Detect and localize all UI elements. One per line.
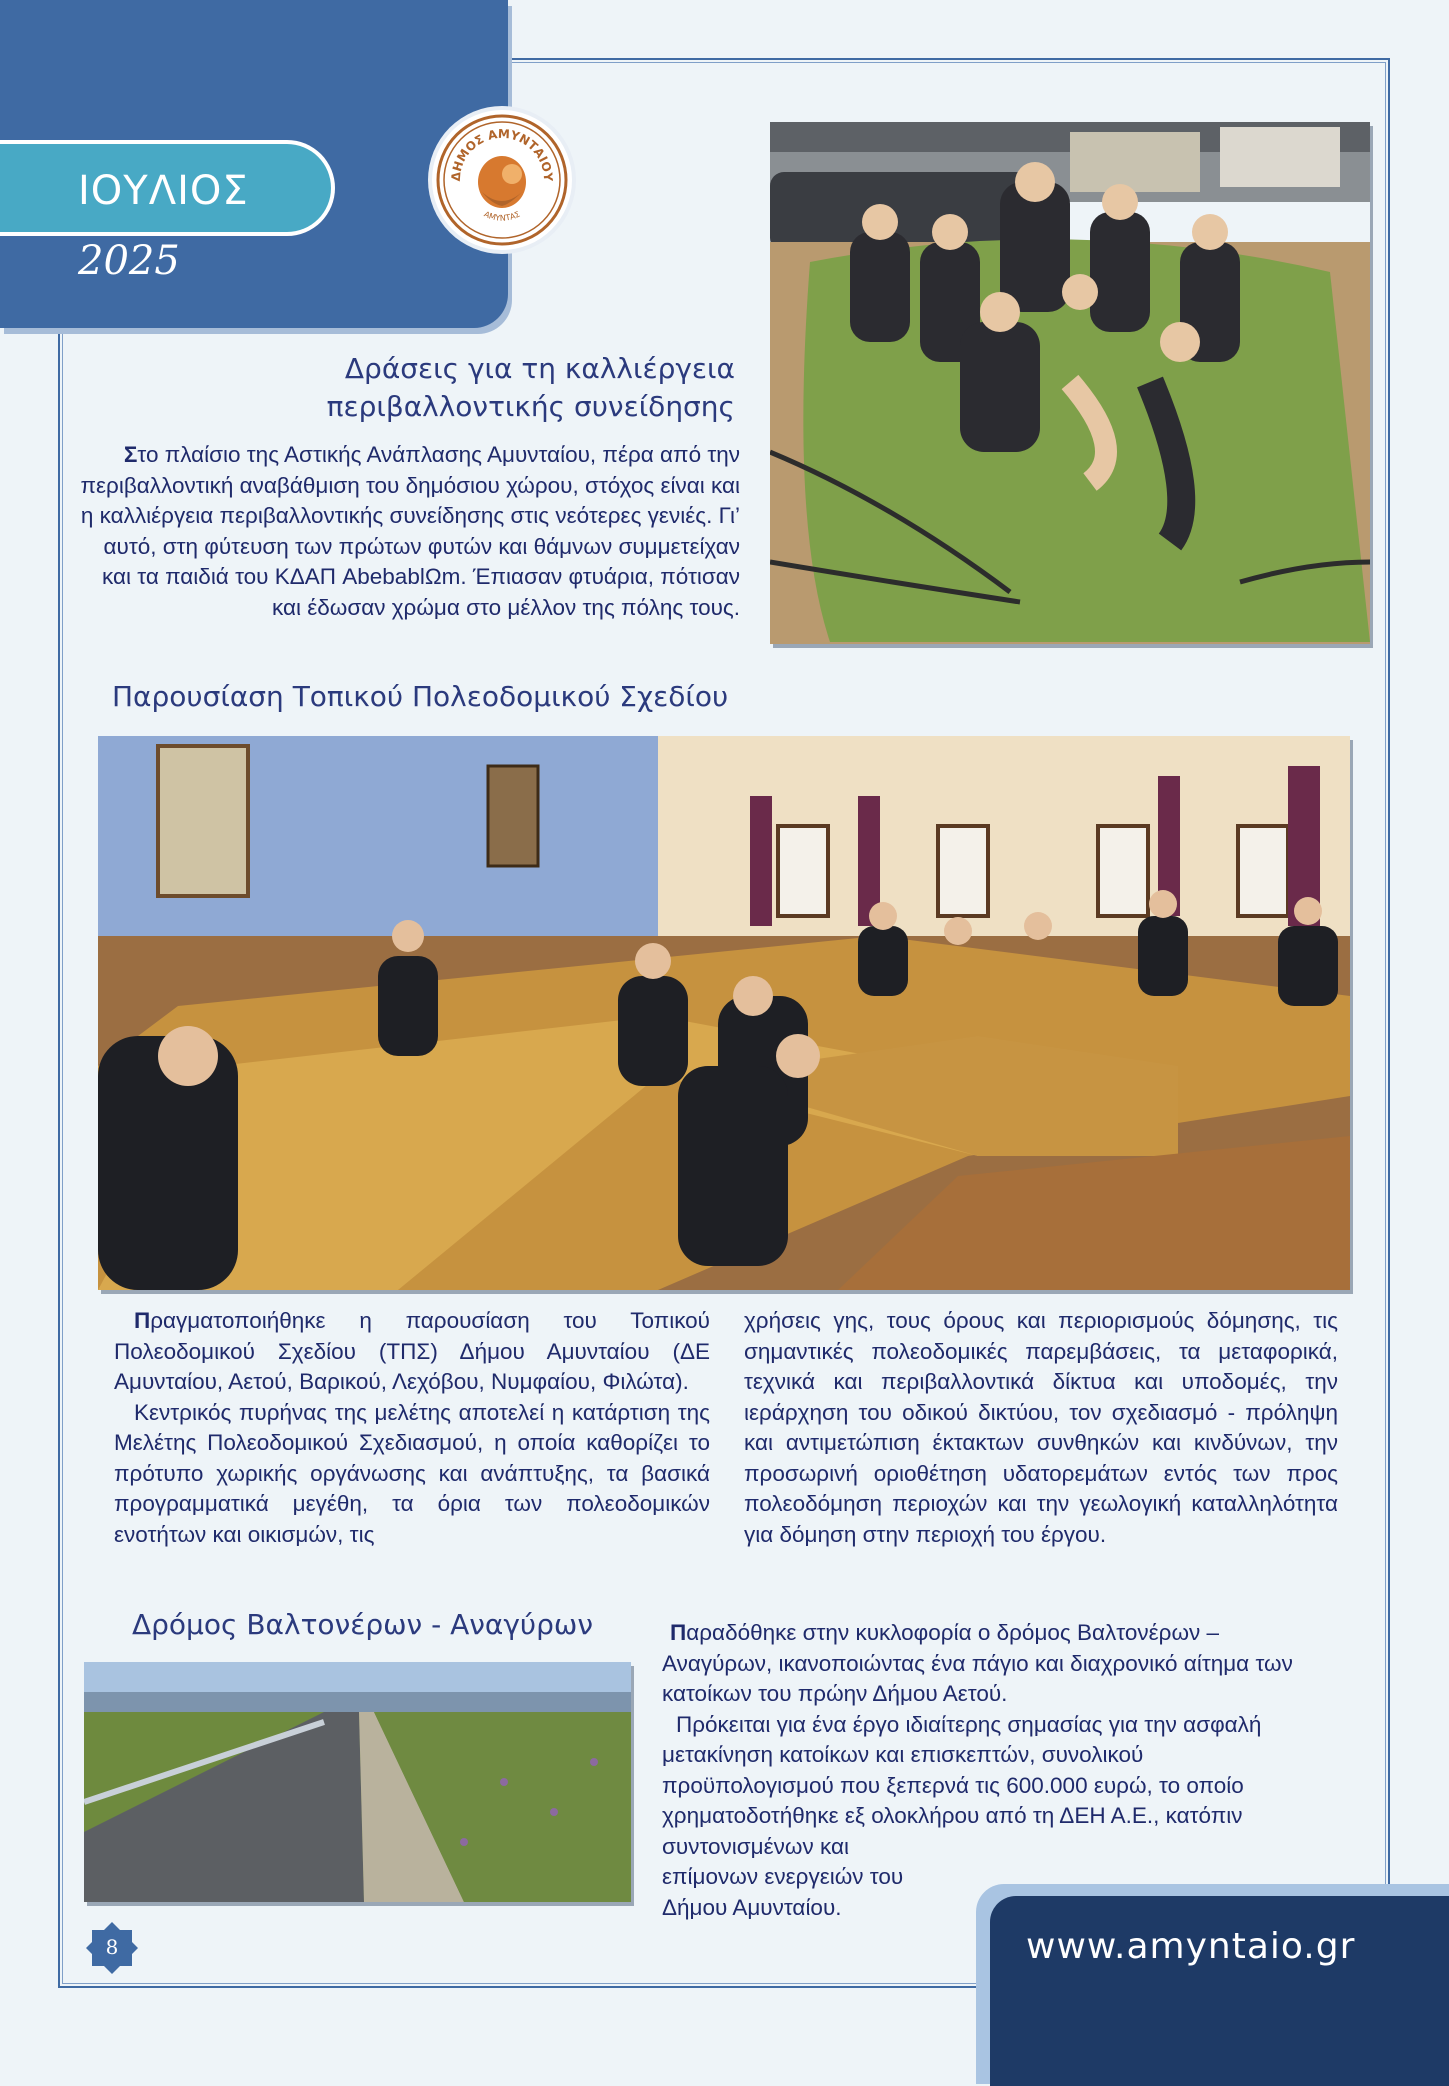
issue-month: ΙΟΥΛΙΟΣ [78,168,249,214]
section3-p1-text: αραδόθηκε στην κυκλοφορία ο δρόμος Βαλτονέρων – Αναγύρων, ικανοποιώντας ένα πάγιο και διαχρονικό αίτημα των κατοίκων του πρώην Δήμου Αετού. [662,1620,1293,1706]
page-number-badge [84,1920,140,1976]
section1-title-line2: περιβαλλοντικής συνείδησης [326,390,735,423]
logo-text-top: ΔΗΜΟΣ ΑΜΥΝΤΑΙΟΥ [448,126,556,182]
section3-dropcap: Π [670,1620,687,1645]
section3-p2-line4: χρηματοδοτήθηκε εξ ολοκλήρου από τη ΔΕΗ Α.Ε., κατόπιν [662,1803,1243,1828]
section3-p2-line5: συντονισμένων και [662,1833,849,1859]
section2-col1-p2: Κεντρικός πυρήνας της μελέτης αποτελεί η κατάρτιση της Μελέτης Πολεοδομικού Σχεδιασμού, η οποία καθορίζει το πρότυπο χωρικής οργάνωσης και ανάπτυξης, τα βασικά προγραμματικά μεγέθη, τα όρια των πολεοδομικών ενοτήτων και οικισμών, τις [114,1399,710,1547]
children-planting-photo [770,122,1370,644]
logo-text-bottom: ΑΜΥΝΤΑΣ [482,209,522,223]
section2-col1-p1-text: ραγματοποιήθηκε η παρουσίαση του Τοπικού Πολεοδομικού Σχεδίου (ΤΠΣ) Δήμου Αμυνταίου (ΔΕ Αμυνταίου, Αετού, Βαρικού, Λεχόβου, Νυμφαίου, Φιλώτα). [114,1308,710,1394]
page-number: 8 [105,1935,119,1959]
council-hall-photo [98,736,1350,1290]
section2-title: Παρουσίαση Τοπικού Πολεοδομικού Σχεδίου [112,680,729,713]
road-photo [84,1662,631,1902]
municipality-logo [432,110,572,250]
section2-column1 [114,1306,710,1550]
section3-p2-line7: Δήμου Αμυνταίου. [662,1894,842,1920]
section1-title-line1: Δράσεις για τη καλλιέργεια [344,352,735,385]
section1-text: το πλαίσιο της Αστικής Ανάπλασης Αμυνταίου, πέρα από την περιβαλλοντική αναβάθμιση του δημόσιου χώρου, στόχος είναι και η καλλιέργεια περιβαλλοντικής συνείδησης στις νεότερες γενιές. Γι’ αυτό, στη φύτευση των πρώτων φυτών και θάμνων συμμετείχαν και τα παιδιά του ΚΔΑΠ AbebablΩm. Έπιασαν φτυάρια, πότισαν και έδωσαν χρώμα στο μέλλον της πόλης τους. [80,442,740,620]
section3-title: Δρόμος Βαλτονέρων - Αναγύρων [132,1608,593,1641]
footer-box [990,1896,1449,2086]
section2-column2: χρήσεις γης, τους όρους και περιορισμούς δόμησης, τις σημαντικές πολεοδομικές παρεμβάσεις, τα μεταφορικά, τεχνικά και περιβαλλοντικά δίκτυα και υποδομές, την ιεράρχηση του οδικού δικτύου, τον σχεδιασμό - πρόληψη και αντιμετώπιση έκτακτων συνθηκών και κινδύνων, την προσωρινή οριοθέτηση υδατορεμάτων εντός των προς πολεοδόμηση περιοχών και την γεωλογική καταλληλότητα για δόμηση στην περιοχή του έργου. [744,1308,1338,1547]
section3-p2-line1: Πρόκειται για ένα έργο ιδιαίτερης σημασίας για την ασφαλή [676,1711,1262,1737]
section3-p1 [662,1618,1332,1710]
section1-dropcap: Σ [123,442,138,467]
section3-paragraph [662,1618,1352,1923]
section2-dropcap: Π [134,1308,151,1333]
section2-col1-p1 [114,1306,710,1398]
section3-p2-line3: προϋπολογισμού που ξεπερνά τις 600.000 ευρώ, το οποίο [662,1772,1244,1798]
website-url[interactable]: www.amyntaio.gr [1026,1926,1356,1967]
section1-paragraph [74,440,740,623]
section3-p2-line2: μετακίνηση κατοίκων και επισκεπτών, συνολικού [662,1742,1144,1767]
section1-title [300,350,735,426]
section3-p2-line6: επίμονων ενεργειών του [662,1864,904,1889]
issue-year: 2025 [78,238,180,284]
